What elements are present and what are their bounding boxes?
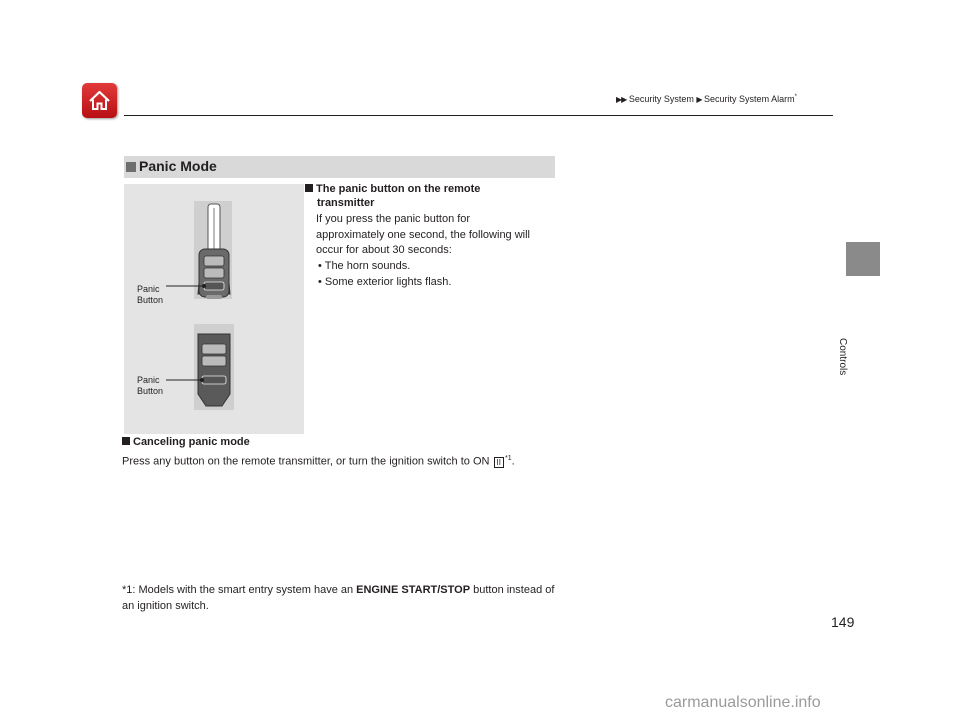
- side-tab-controls[interactable]: [846, 242, 880, 276]
- heading-square-icon: [122, 437, 130, 445]
- canceling-text: Press any button on the remote transmitter, or turn the ignition switch to ON: [122, 455, 493, 468]
- footnote-bold: ENGINE START/STOP: [356, 584, 471, 596]
- panic-button-label-bottom: [137, 375, 163, 397]
- heading-line: transmitter: [317, 197, 375, 209]
- body-line: occur for about 30 seconds:: [316, 244, 452, 256]
- heading-line: The panic button on the remote: [316, 183, 481, 195]
- bullet-item: • The horn sounds.: [318, 260, 411, 272]
- label-line: Button: [137, 386, 164, 396]
- footnote-text: *1: Models with the smart entry system have an: [122, 584, 357, 596]
- home-button[interactable]: [82, 83, 117, 118]
- breadcrumb-arrow-icon: ▶: [696, 95, 702, 104]
- breadcrumb-arrow-icon: ▶▶: [616, 95, 627, 104]
- bullet-text: Some exterior lights flash.: [324, 276, 452, 288]
- footnote-text: button instead of an ignition switch.: [122, 584, 555, 612]
- canceling-text-end: .: [511, 455, 515, 468]
- body-line: If you press the panic button for: [316, 213, 471, 225]
- section-square-icon: [126, 162, 136, 172]
- heading-square-icon: [305, 184, 313, 192]
- footnote: [122, 582, 562, 614]
- watermark: carmanualsonline.info: [665, 694, 821, 711]
- home-icon: [87, 88, 112, 113]
- remote-illustration: [124, 184, 304, 434]
- label-line: Panic: [137, 284, 160, 294]
- ignition-on-ii-icon: II: [494, 457, 504, 468]
- breadcrumb-link-security-alarm[interactable]: Security System Alarm: [704, 94, 795, 104]
- panic-button-heading: [305, 182, 480, 210]
- bullet-text: The horn sounds.: [324, 260, 411, 272]
- heading-text: Canceling panic mode: [133, 436, 250, 448]
- panic-button-body: [316, 212, 530, 259]
- canceling-heading: [122, 435, 250, 449]
- bullet-item: • Some exterior lights flash.: [318, 276, 452, 288]
- section-title: Panic Mode: [139, 158, 217, 174]
- header-rule: [124, 115, 833, 116]
- section-header: [124, 156, 555, 178]
- breadcrumb: [616, 94, 797, 104]
- label-line: Panic: [137, 375, 160, 385]
- side-tab-label: Controls: [837, 338, 848, 376]
- canceling-body: [122, 451, 515, 470]
- note-ref: *1: [504, 455, 512, 462]
- panic-button-label-top: [137, 284, 163, 306]
- body-line: approximately one second, the following will: [316, 228, 531, 241]
- label-line: Button: [137, 295, 164, 305]
- page-number: 149: [831, 614, 855, 630]
- breadcrumb-link-security-system[interactable]: Security System: [628, 94, 694, 104]
- breadcrumb-note-mark: *: [794, 94, 797, 100]
